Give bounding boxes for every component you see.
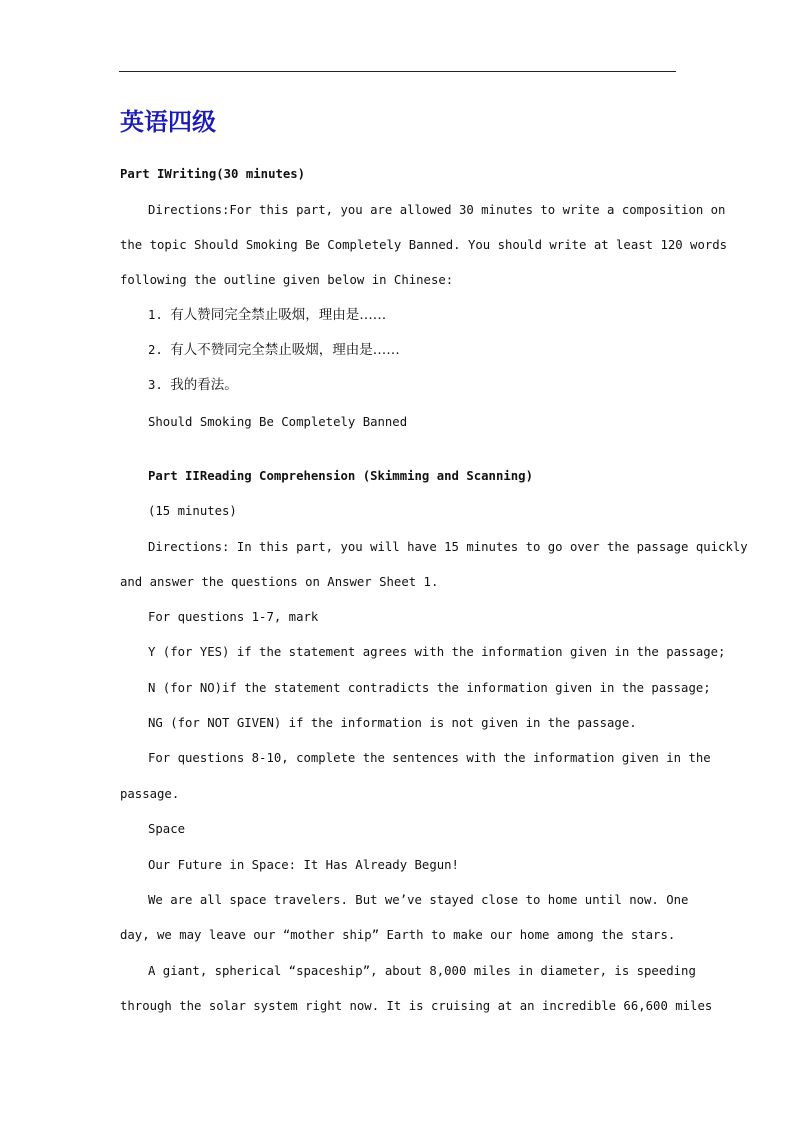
passage-p2-line2: through the solar system right now. It is cruising at an incredible 66,600 miles xyxy=(120,999,713,1013)
outline-number: 3. xyxy=(148,378,163,392)
outline-item-3 xyxy=(148,377,708,393)
outline-number: 2. xyxy=(148,343,163,357)
passage-p2-line1: A giant, spherical “spaceship”, about 8,000 miles in diameter, is speeding xyxy=(148,964,696,978)
passage-label: Space xyxy=(148,822,186,836)
part2-directions-line2: and answer the questions on Answer Sheet 1. xyxy=(120,575,439,589)
part2-time: (15 minutes) xyxy=(148,504,237,518)
essay-title: Should Smoking Be Completely Banned xyxy=(148,415,408,429)
questions-8-10-line1: For questions 8-10, complete the sentences with the information given in the xyxy=(148,751,711,765)
part1-directions-line2: the topic Should Smoking Be Completely Banned. You should write at least 120 words xyxy=(120,238,728,252)
part1-directions-line3: following the outline given below in Chinese: xyxy=(120,273,454,287)
document-title: 英语四级 xyxy=(120,107,216,136)
outline-text: 我的看法。 xyxy=(170,377,238,393)
passage-p1-line1: We are all space travelers. But we’ve stayed close to home until now. One xyxy=(148,893,689,907)
questions-1-7-instruction: For questions 1-7, mark xyxy=(148,610,319,624)
part2-directions-line1: Directions: In this part, you will have 15 minutes to go over the passage quickly xyxy=(148,540,748,554)
outline-item-1 xyxy=(148,307,708,323)
part2-heading: Part IIReading Comprehension (Skimming and Scanning) xyxy=(148,469,533,483)
outline-item-2 xyxy=(148,342,708,358)
passage-title: Our Future in Space: It Has Already Begun! xyxy=(148,858,459,872)
no-rule: N (for NO)if the statement contradicts the information given in the passage; xyxy=(148,681,711,695)
questions-8-10-line2: passage. xyxy=(120,787,180,801)
header-rule xyxy=(119,71,676,72)
yes-rule: Y (for YES) if the statement agrees with the information given in the passage; xyxy=(148,645,726,659)
passage-p1-line2: day, we may leave our “mother ship” Earth to make our home among the stars. xyxy=(120,928,676,942)
part1-heading: Part IWriting(30 minutes) xyxy=(120,167,306,181)
outline-number: 1. xyxy=(148,308,163,322)
not-given-rule: NG (for NOT GIVEN) if the information is not given in the passage. xyxy=(148,716,637,730)
outline-text: 有人赞同完全禁止吸烟，理由是…… xyxy=(170,307,387,323)
part1-directions-line1: Directions:For this part, you are allowed 30 minutes to write a composition on xyxy=(148,203,726,217)
outline-text: 有人不赞同完全禁止吸烟，理由是…… xyxy=(170,342,400,358)
